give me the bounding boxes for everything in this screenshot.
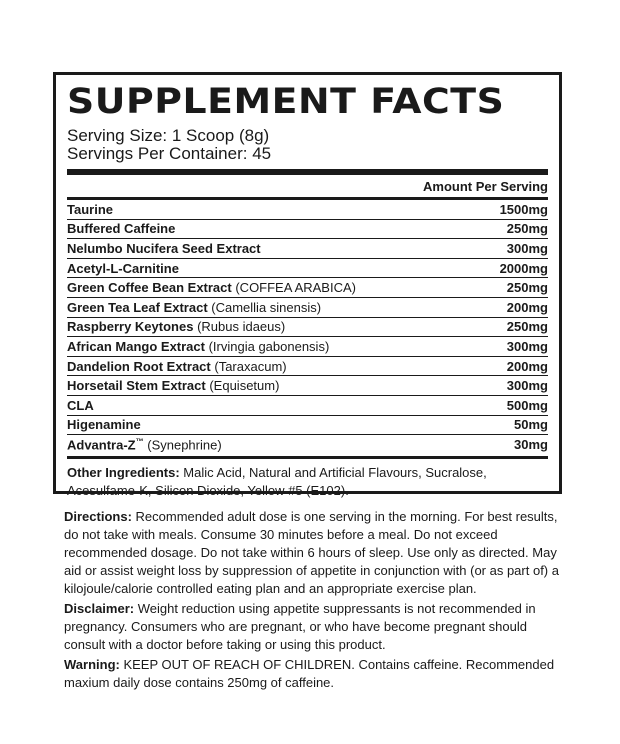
ingredient-row	[67, 259, 548, 279]
ingredient-amount: 500mg	[506, 397, 548, 413]
ingredient-detail: (Camellia sinensis)	[207, 299, 322, 315]
amount-per-serving-header: Amount Per Serving	[423, 179, 548, 194]
ingredient-row	[67, 318, 548, 338]
warning-text: KEEP OUT OF REACH OF CHILDREN. Contains caffeine. Recommended maxium daily dose contains 250mg of caffeine.	[64, 657, 555, 690]
ingredient-name	[67, 417, 141, 432]
ingredient-detail: (Rubus idaeus)	[193, 319, 286, 335]
trademark-mark: ™	[135, 436, 144, 446]
ingredient-detail: (Synephrine)	[143, 437, 222, 453]
ingredient-amount: 50mg	[514, 417, 548, 433]
supplement-facts-panel	[53, 72, 562, 498]
ingredient-amount: 250mg	[506, 221, 548, 237]
ingredient-title: Dandelion Root Extract	[67, 358, 211, 374]
ingredient-row	[67, 239, 548, 259]
ingredient-row	[67, 298, 548, 318]
warning-label: Warning:	[64, 657, 120, 672]
ingredient-title: Horsetail Stem Extract	[67, 378, 206, 394]
ingredient-title: Green Tea Leaf Extract	[67, 299, 208, 315]
disclaimer-text: Weight reduction using appetite suppressants is not recommended in pregnancy. Consumers who are pregnant, or who have become pregnant should consult with a doctor before taking or using this product.	[64, 601, 536, 652]
ingredient-name	[67, 300, 321, 315]
ingredient-detail: (Taraxacum)	[210, 358, 287, 374]
ingredient-amount: 30mg	[514, 436, 548, 452]
warning-paragraph	[64, 656, 560, 692]
ingredient-detail: (COFFEA ARABICA)	[231, 280, 356, 296]
disclaimer-paragraph	[64, 600, 560, 654]
ingredient-name	[67, 241, 261, 256]
ingredient-title: Green Coffee Bean Extract	[67, 280, 232, 296]
ingredient-title: CLA	[67, 397, 94, 413]
ingredient-row	[67, 200, 548, 220]
ingredient-amount: 300mg	[506, 378, 548, 394]
ingredient-row	[67, 357, 548, 377]
ingredient-title: Buffered Caffeine	[67, 221, 176, 237]
ingredient-row	[67, 416, 548, 436]
ingredient-amount: 200mg	[506, 299, 548, 315]
ingredient-amount: 200mg	[506, 358, 548, 374]
servings-per-container: Servings Per Container: 45	[67, 144, 272, 163]
ingredient-amount: 300mg	[506, 338, 548, 354]
ingredient-detail: (Equisetum)	[205, 378, 280, 394]
ingredient-amount: 2000mg	[499, 260, 548, 276]
ingredient-title: Advantra-Z	[67, 437, 136, 453]
ingredient-list	[67, 200, 548, 454]
other-ingredients-text: Malic Acid, Natural and Artificial Flavours, Sucralose, Acesulfame-K, Silicon Dioxide, Yellow #5 (E102).	[67, 464, 487, 498]
ingredient-row	[67, 278, 548, 298]
serving-size: Serving Size: 1 Scoop (8g)	[67, 126, 270, 145]
ingredient-name	[67, 261, 179, 276]
other-ingredients-label: Other Ingredients:	[67, 464, 180, 480]
ingredient-detail: (Irvingia gabonensis)	[204, 338, 330, 354]
ingredient-amount: 250mg	[506, 280, 548, 296]
ingredient-amount: 1500mg	[499, 201, 548, 217]
ingredient-name	[67, 280, 356, 295]
ingredient-name	[67, 359, 287, 374]
ingredient-amount: 250mg	[506, 319, 548, 335]
ingredient-title: African Mango Extract	[67, 338, 205, 354]
ingredient-row	[67, 435, 548, 454]
ingredient-name	[67, 398, 94, 413]
ingredient-title: Higenamine	[67, 417, 141, 433]
directions-paragraph	[64, 508, 560, 598]
ingredient-title: Taurine	[67, 201, 113, 217]
ingredient-row	[67, 337, 548, 357]
other-ingredients	[67, 456, 548, 500]
disclaimer-label: Disclaimer:	[64, 601, 135, 616]
ingredient-name	[67, 378, 279, 393]
ingredient-title: Nelumbo Nucifera Seed Extract	[67, 240, 261, 256]
notes-section	[64, 508, 560, 694]
ingredient-title: Raspberry Keytones	[67, 319, 194, 335]
ingredient-row	[67, 220, 548, 240]
ingredient-title: Acetyl-L-Carnitine	[67, 260, 179, 276]
ingredient-name	[67, 437, 222, 452]
panel-title: SUPPLEMENT FACTS	[67, 82, 505, 122]
ingredient-amount: 300mg	[506, 240, 548, 256]
ingredient-row	[67, 376, 548, 396]
ingredient-name	[67, 319, 285, 334]
directions-label: Directions:	[64, 509, 132, 524]
ingredient-name	[67, 202, 113, 217]
ingredient-row	[67, 396, 548, 416]
ingredient-name	[67, 339, 329, 354]
ingredient-name	[67, 221, 175, 236]
directions-text: Recommended adult dose is one serving in the morning. For best results, do not take with meals. Consume 30 minutes before a meal. Do not exceed recommended dosage. Do not take within 6 hours of sleep. Use only as directed. May aid or assist weight loss by suppression of appetite in conjunction with (or as part of) a kilojoule/calorie controlled eating plan and an appropriate exercise plan.	[64, 509, 559, 596]
